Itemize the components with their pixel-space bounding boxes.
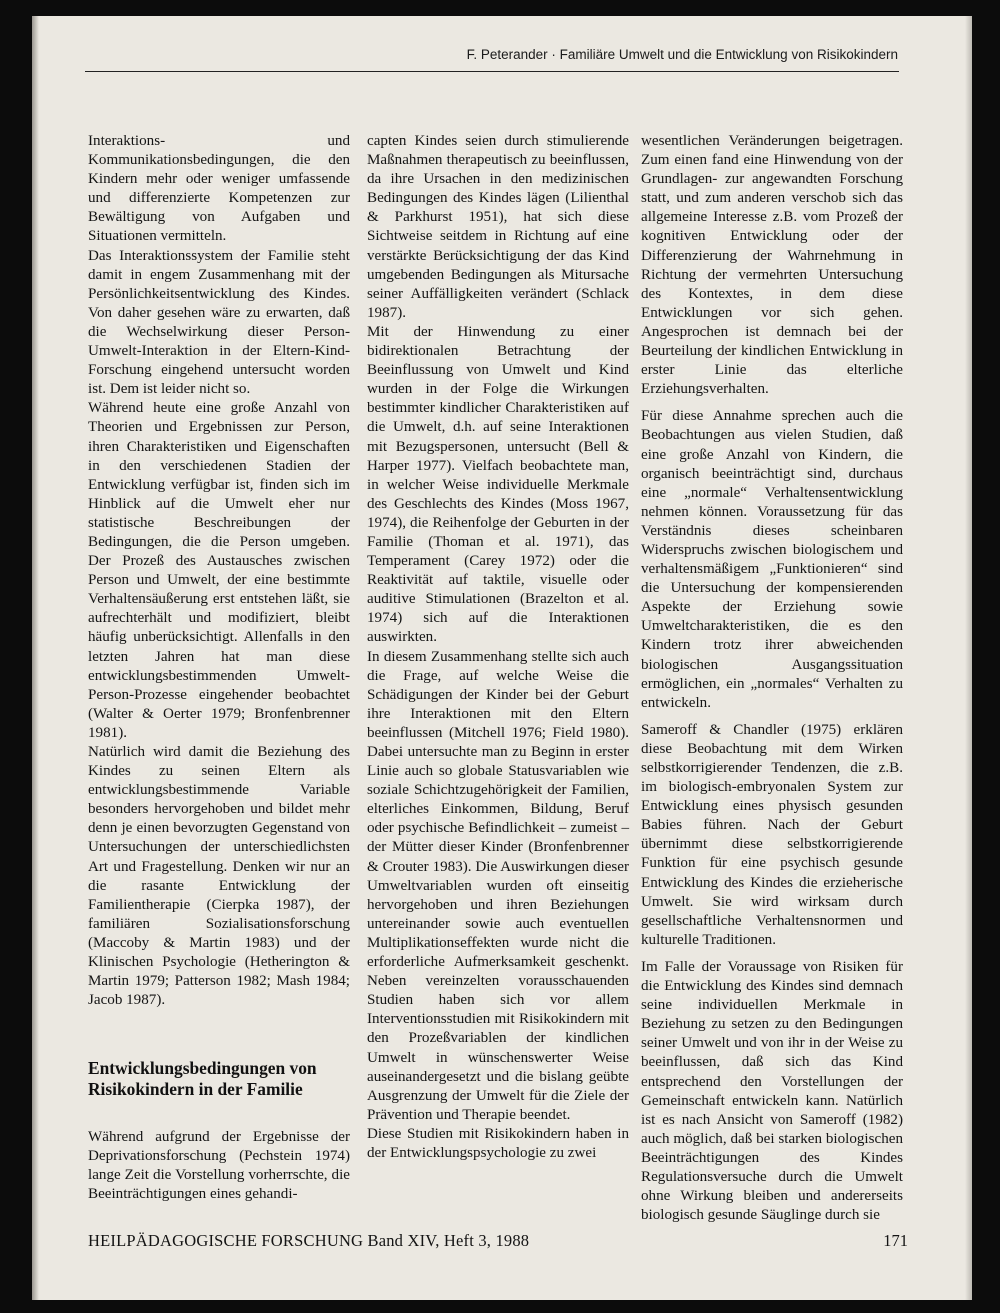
page-spine-shadow xyxy=(32,16,39,1300)
paragraph: Mit der Hinwendung zu einer bidirektionalen Betrachtung der Beeinflussung von Umwelt und Kind wurden in der Folge die Wirkungen bestimmter kindlicher Charakteristiken auf die Umwelt, d.h. auf seine Interaktionen mit Bezugspersonen, untersucht (Bell & Harper 1977). Vielfach beobachtete man, in welcher Weise individuelle Merkmale des Geschlechts des Kindes (Moss 1967, 1974), die Reihenfolge der Geburten in der Familie (Thoman et al. 1971), das Temperament (Carey 1972) oder die Reaktivität auf taktile, visuelle oder auditive Stimulationen (Brazelton et al. 1974) sich auf die Interaktionen auswirkten. xyxy=(367,323,629,646)
page-number: 171 xyxy=(883,1231,908,1250)
paragraph: wesentlichen Veränderungen beigetragen. Zum einen fand eine Hinwendung von der Grundlagen- zur angewandten Forschung statt, und zum anderen verschob sich das allgemeine Interesse z.B. vom Prozeß der kognitiven Entwicklung oder der Differenzierung der Wahrnehmung in Richtung der vermehrten Untersuchung des Kontextes, in dem diese Entwicklungen vor sich gehen. Angesprochen ist demnach bei der Beurteilung der kindlichen Entwicklung in erster Linie das elterliche Erziehungsverhalten. xyxy=(641,133,903,398)
header-rule xyxy=(85,71,899,72)
journal-footer: HEILPÄDAGOGISCHE FORSCHUNG Band XIV, Heft 3, 1988 xyxy=(88,1231,530,1250)
section-heading: Entwicklungsbedingungen von Risikokindern in der Familie xyxy=(88,1058,317,1099)
paragraph: Während heute eine große Anzahl von Theorien und Ergebnissen zur Person, ihren Charakteristiken und Eigenschaften in den verschiedenen Stadien der Entwicklung verfügbar ist, finden sich im Hinblick auf die Umwelt eher nur statistische Beschreibungen der Bedingungen, die die Person umgeben. Der Prozeß des Austausches zwischen Person und Umwelt, der eine bestimmte Verhaltensäußerung erst entstehen läßt, sie aufrechterhält und modifiziert, bleibt häufig unberücksichtigt. Allenfalls in den letzten Jahren hat man diese entwicklungsbestimmenden Umwelt-Person-Prozesse eingehender beobachtet (Walter & Oerter 1979; Bronfenbrenner 1981). xyxy=(88,400,350,741)
paragraph: In diesem Zusammenhang stellte sich auch die Frage, auf welche Weise die Schädigungen der Kinder bei der Geburt ihre Interaktionen mit den Eltern beeinflussen (Mitchell 1976; Field 1980). Dabei untersuchte man zu Beginn in erster Linie auch so globale Statusvariablen wie soziale Schichtzugehörigkeit der Familien, elterliches Einkommen, Bildung, Beruf oder psychische Befindlichkeit – zumeist – der Mütter dieser Kinder (Bronfenbrenner & Crouter 1983). Die Auswirkungen dieser Umweltvariablen wurden oft einseitig hervorgehoben und ihren Beziehungen untereinander sowie auch eventuellen Multiplikationseffekten wurde nicht die erforderliche Aufmerksamkeit geschenkt. Neben vereinzelten vorausschauenden Studien haben sich vor allem Interventionsstudien mit Risikokindern mit den Prozeßvariablen der kindlichen Umwelt in wünschenswerter Weise auseinandergesetzt und die bislang geübte Ausgrenzung der Umwelt für die Ziele der Prävention und Therapie beendet. xyxy=(367,648,629,1123)
column-3 xyxy=(641,132,903,1225)
paragraph: Im Falle der Voraussage von Risiken für die Entwicklung des Kindes sind demnach seine individuellen Merkmale in Beziehung zu setzen zu den Bedingungen seiner Umwelt und von ihr in der Weise zu beeinflussen, daß sich das Kind entsprechend den Vorstellungen der Gemeinschaft entwickeln kann. Natürlich ist es nach Ansicht von Sameroff (1982) auch möglich, daß bei starken biologischen Beeinträchtigungen des Kindes Regulationsversuche durch die Umwelt ohne Wirkung bleiben und andererseits biologisch gesunde Säuglinge durch sie xyxy=(641,958,903,1224)
paragraph: capten Kindes seien durch stimulierende Maßnahmen therapeutisch zu beeinflussen, da ihre Ursachen in den medizinischen Bedingungen des Kindes lägen (Lilienthal & Parkhurst 1951), hat sich diese Sichtweise seitdem in Richtung auf eine verstärkte Berücksichtigung der das Kind umgebenden Bedingungen als Mitursache seiner Auffälligkeiten verändert (Schlack 1987). xyxy=(367,133,629,321)
column-2 xyxy=(367,132,629,1163)
paragraph: Für diese Annahme sprechen auch die Beobachtungen aus vielen Studien, daß eine große Anzahl von Kindern, die organisch beeinträchtigt sind, durchaus eine „normale“ Verhaltensentwicklung nehmen können. Voraussetzung für das Verständnis dieses scheinbaren Widerspruchs zwischen biologischem und verhaltensmäßigem „Funktionieren“ sind die Untersuchung der kompensierenden Aspekte der Erziehung sowie Umweltcharakteristiken, die es den Kindern trotz ihrer abweichenden biologischen Ausgangssituation ermöglichen, ein „normales“ Verhalten zu entwickeln. xyxy=(641,408,903,711)
paragraph: Interaktions- und Kommunikationsbedingungen, die den Kindern mehr oder weniger umfassende und differenzierte Kompetenzen zur Bewältigung von Aufgaben und Situationen vermitteln. xyxy=(88,133,350,245)
running-head: F. Peterander · Familiäre Umwelt und die Entwicklung von Risikokindern xyxy=(466,47,898,62)
journal-page xyxy=(32,16,972,1300)
paragraph: Das Interaktionssystem der Familie steht damit in engem Zusammenhang mit der Persönlichkeitsentwicklung des Kindes. Von daher gesehen wäre zu erwarten, daß die Wechselwirkung dieser Person-Umwelt-Interaktion in der Eltern-Kind-Forschung eingehend untersucht worden ist. Dem ist leider nicht so. xyxy=(88,247,350,398)
paragraph: Diese Studien mit Risikokindern haben in der Entwicklungspsychologie zu zwei xyxy=(367,1125,629,1161)
paragraph: Natürlich wird damit die Beziehung des Kindes zu seinen Eltern als entwicklungsbestimmende Variable besonders hervorgehoben und bildet mehr denn je einen bevorzugten Gegenstand von Untersuchungen der unterschiedlichsten Art und Fragestellung. Denken wir nur an die rasante Entwicklung der Familientherapie (Cierpka 1987), der familiären Sozialisationsforschung (Maccoby & Martin 1983) und der Klinischen Psychologie (Hetherington & Martin 1979; Patterson 1982; Mash 1984; Jacob 1987). xyxy=(88,744,350,1009)
paragraph: Während aufgrund der Ergebnisse der Deprivationsforschung (Pechstein 1974) lange Zeit die Vorstellung vorherrschte, die Beeinträchtigungen eines gehandi- xyxy=(88,1129,350,1203)
page-edge-shadow xyxy=(965,16,972,1300)
column-1-continued xyxy=(88,1128,350,1204)
column-1 xyxy=(88,132,350,1010)
paragraph: Sameroff & Chandler (1975) erklären diese Beobachtung mit dem Wirken selbstkorrigierender Tendenzen, die z.B. im biologisch-embryonalen System zur Entwicklung eines physisch gesunden Babies führen. Nach der Geburt übernimmt diese selbstkorrigierende Funktion für eine psychisch gesunde Entwicklung des Kindes die erzieherische Umwelt. Sie wird wirksam durch gesellschaftliche Verhaltensnormen und kulturelle Traditionen. xyxy=(641,721,903,948)
